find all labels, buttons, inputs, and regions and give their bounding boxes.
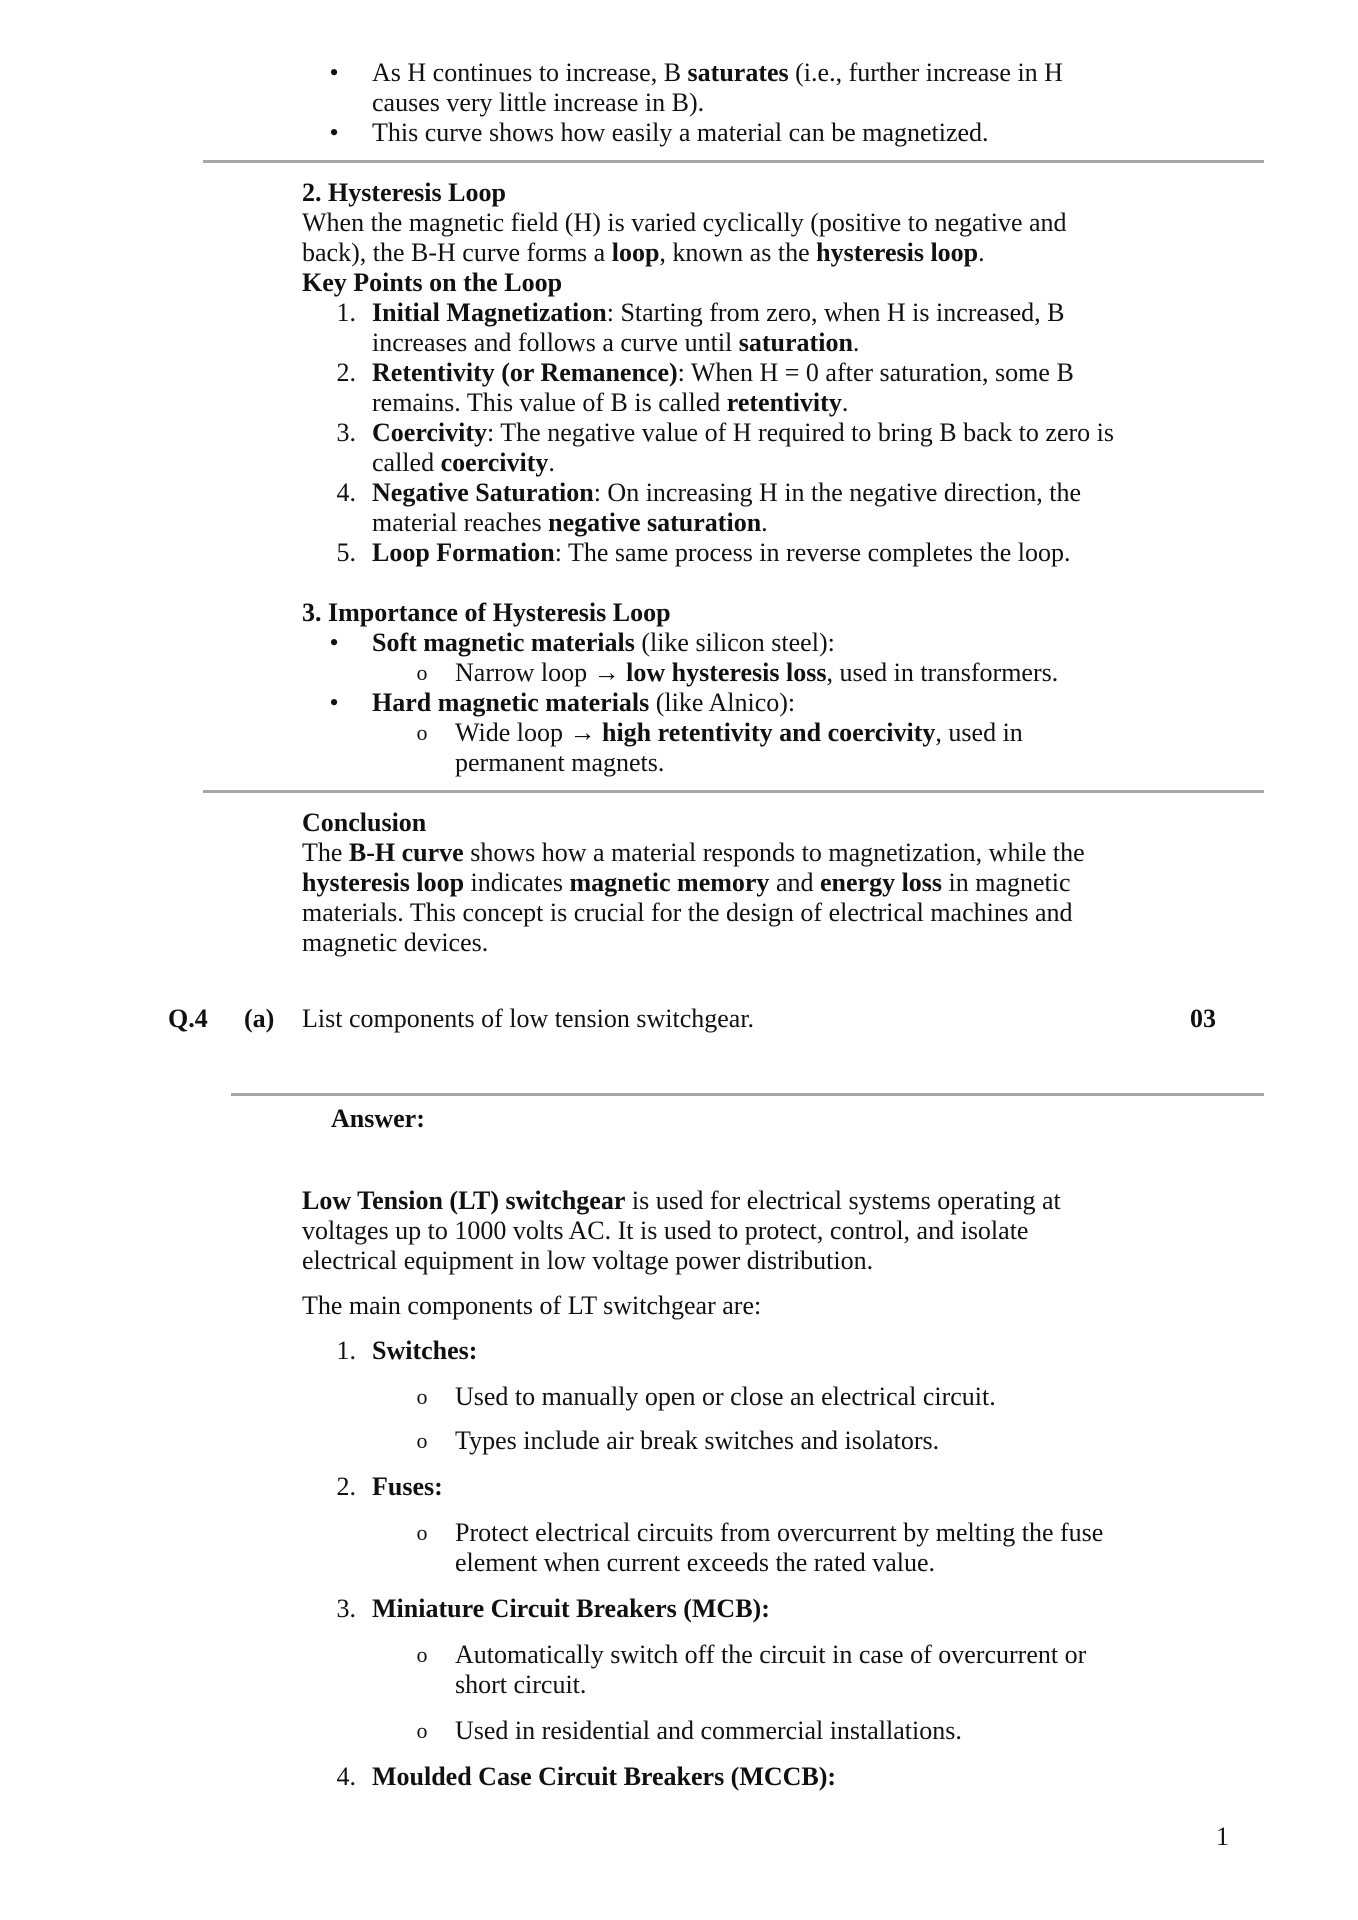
- list-number: 5.: [336, 538, 356, 567]
- list-item: Retentivity (or Remanence): When H = 0 after saturation, some B: [372, 358, 1074, 387]
- sub-bullet-text: Automatically switch off the circuit in case of overcurrent or: [455, 1640, 1087, 1669]
- bullet-text: Hard magnetic materials (like Alnico):: [372, 688, 796, 717]
- bullet-text-continued: causes very little increase in B).: [372, 88, 705, 117]
- bullet-glyph: •: [329, 688, 339, 717]
- list-item-continued: called coercivity.: [372, 448, 555, 477]
- bullet-glyph: •: [329, 628, 339, 657]
- paragraph-line: When the magnetic field (H) is varied cyclically (positive to negative and: [302, 208, 1067, 237]
- sub-bullet-text-continued: permanent magnets.: [455, 748, 665, 777]
- list-number: 2.: [336, 1472, 356, 1501]
- paragraph-line: electrical equipment in low voltage power distribution.: [302, 1246, 874, 1275]
- sub-bullet-text: Types include air break switches and isolators.: [455, 1426, 940, 1455]
- sub-bullet-text-continued: short circuit.: [455, 1670, 587, 1699]
- paragraph-line: back), the B-H curve forms a loop, known as the hysteresis loop.: [302, 238, 985, 267]
- bullet-text: As H continues to increase, B saturates (i.e., further increase in H: [372, 58, 1063, 87]
- question-text: List components of low tension switchgear.: [302, 1004, 755, 1033]
- bullet-glyph: •: [329, 58, 339, 87]
- list-item-continued: material reaches negative saturation.: [372, 508, 768, 537]
- list-item-title: Moulded Case Circuit Breakers (MCCB):: [372, 1762, 837, 1791]
- horizontal-divider: [203, 790, 1264, 793]
- question-number: Q.4: [168, 1004, 208, 1033]
- question-part: (a): [244, 1004, 275, 1033]
- list-item: Negative Saturation: On increasing H in the negative direction, the: [372, 478, 1082, 507]
- bullet-text: This curve shows how easily a material can be magnetized.: [372, 118, 989, 147]
- paragraph-line: magnetic devices.: [302, 928, 489, 957]
- sub-bullet-text: Narrow loop → low hysteresis loss, used in transformers.: [455, 658, 1059, 687]
- list-item-title: Switches:: [372, 1336, 478, 1365]
- list-number: 3.: [336, 418, 356, 447]
- list-item-title: Fuses:: [372, 1472, 443, 1501]
- sub-bullet-text-continued: element when current exceeds the rated value.: [455, 1548, 936, 1577]
- horizontal-divider: [203, 160, 1264, 163]
- list-number: 2.: [336, 358, 356, 387]
- list-item-continued: remains. This value of B is called retentivity.: [372, 388, 849, 417]
- list-number: 1.: [336, 298, 356, 327]
- list-item: Coercivity: The negative value of H required to bring B back to zero is: [372, 418, 1114, 447]
- section-heading: 3. Importance of Hysteresis Loop: [302, 598, 671, 627]
- question-marks: 03: [1190, 1004, 1216, 1033]
- sub-bullet-text: Used to manually open or close an electrical circuit.: [455, 1382, 996, 1411]
- section-heading: 2. Hysteresis Loop: [302, 178, 506, 207]
- subheading: Key Points on the Loop: [302, 268, 563, 297]
- section-heading: Conclusion: [302, 808, 427, 837]
- list-item-continued: increases and follows a curve until saturation.: [372, 328, 860, 357]
- list-number: 4.: [336, 1762, 356, 1791]
- bullet-text: Soft magnetic materials (like silicon steel):: [372, 628, 835, 657]
- paragraph-line: hysteresis loop indicates magnetic memory and energy loss in magnetic: [302, 868, 1071, 897]
- paragraph-line: The B-H curve shows how a material responds to magnetization, while the: [302, 838, 1085, 867]
- sub-bullet-glyph: o: [416, 1718, 428, 1743]
- horizontal-divider: [231, 1093, 1264, 1096]
- page-number: 1: [1216, 1822, 1229, 1851]
- paragraph-line: The main components of LT switchgear are:: [302, 1291, 762, 1320]
- sub-bullet-glyph: o: [416, 1384, 428, 1409]
- sub-bullet-text: Wide loop → high retentivity and coercivity, used in: [455, 718, 1023, 747]
- sub-bullet-glyph: o: [416, 1520, 428, 1545]
- sub-bullet-glyph: o: [416, 720, 428, 745]
- answer-label: Answer:: [331, 1104, 425, 1133]
- sub-bullet-glyph: o: [416, 660, 428, 685]
- paragraph-line: Low Tension (LT) switchgear is used for electrical systems operating at: [302, 1186, 1061, 1215]
- sub-bullet-glyph: o: [416, 1428, 428, 1453]
- bullet-glyph: •: [329, 118, 339, 147]
- sub-bullet-glyph: o: [416, 1642, 428, 1667]
- list-item: Loop Formation: The same process in reverse completes the loop.: [372, 538, 1071, 567]
- paragraph-line: materials. This concept is crucial for the design of electrical machines and: [302, 898, 1073, 927]
- list-item: Initial Magnetization: Starting from zero, when H is increased, B: [372, 298, 1065, 327]
- sub-bullet-text: Used in residential and commercial installations.: [455, 1716, 962, 1745]
- list-item-title: Miniature Circuit Breakers (MCB):: [372, 1594, 770, 1623]
- paragraph-line: voltages up to 1000 volts AC. It is used to protect, control, and isolate: [302, 1216, 1029, 1245]
- sub-bullet-text: Protect electrical circuits from overcurrent by melting the fuse: [455, 1518, 1104, 1547]
- list-number: 3.: [336, 1594, 356, 1623]
- list-number: 1.: [336, 1336, 356, 1365]
- list-number: 4.: [336, 478, 356, 507]
